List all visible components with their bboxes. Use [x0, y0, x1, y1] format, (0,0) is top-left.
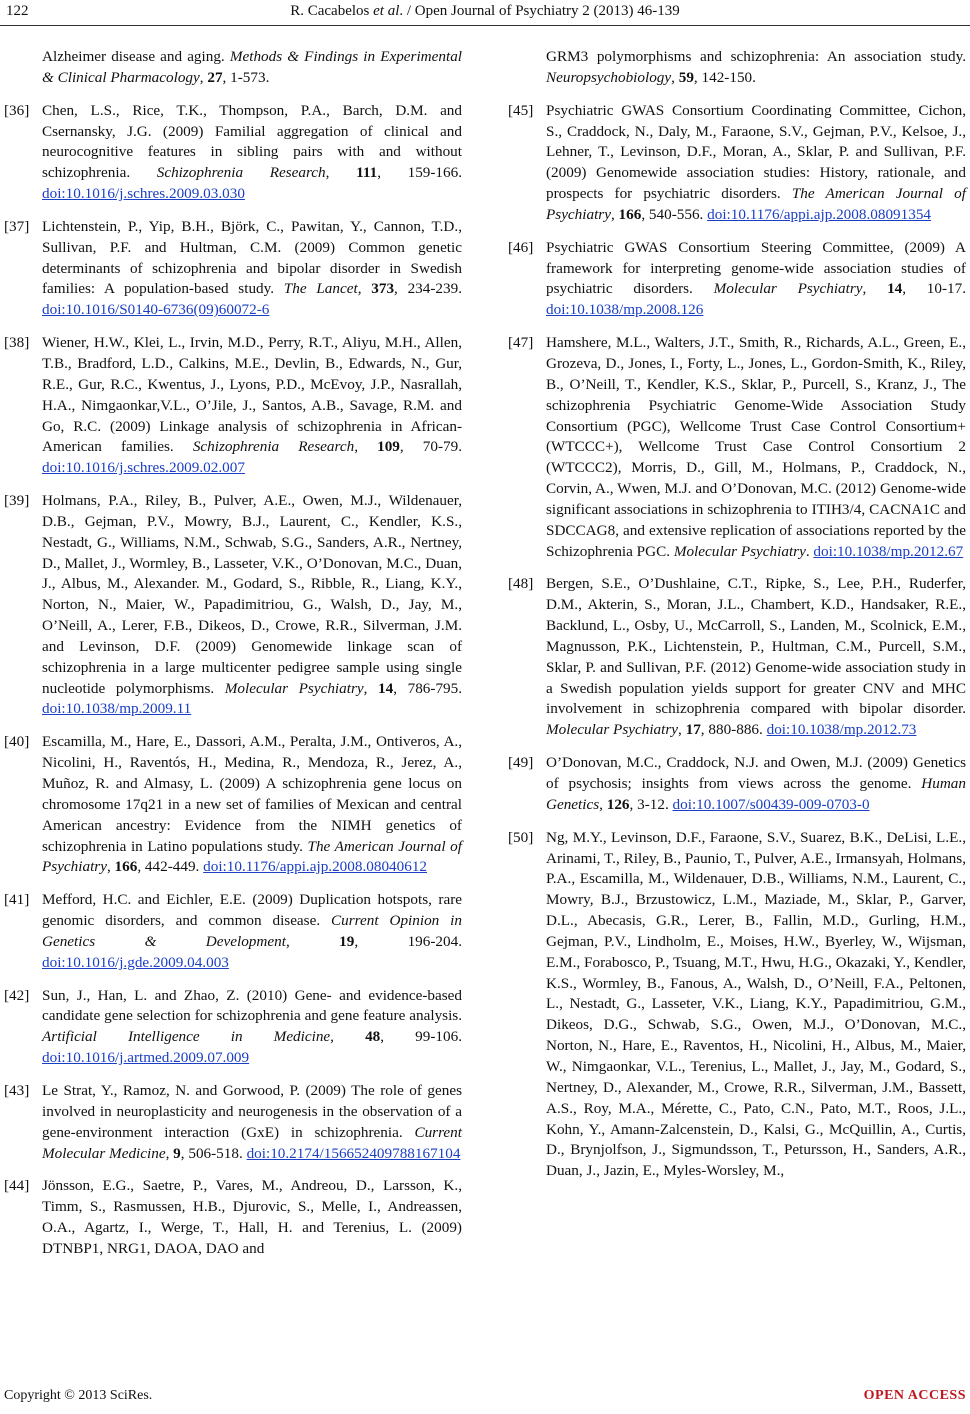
open-access-label: OPEN ACCESS [863, 1388, 966, 1403]
reference-number: [44] [4, 1177, 30, 1195]
reference-volume: 27 [207, 68, 223, 86]
page-footer [0, 1380, 970, 1414]
reference-pages: , 540-556. [641, 205, 708, 223]
reference-entry [4, 732, 462, 878]
reference-pages: , 10-17. [902, 280, 967, 298]
reference-journal: The American Journal of Psychiatry [546, 185, 966, 223]
reference-entry [4, 491, 462, 720]
reference-pages: , 234-239. [394, 280, 463, 298]
right-column [508, 47, 966, 1194]
reference-separator: , [354, 438, 378, 456]
reference-text: Mefford, H.C. and Eichler, E.E. (2009) Duplication hotspots, rare genomic disorders, and common disease. [42, 891, 462, 930]
reference-journal: Artificial Intelligence in Medicine [42, 1028, 331, 1046]
reference-journal: Schizophrenia Research [156, 164, 326, 182]
reference-doi-link[interactable]: doi:10.1038/mp.2009.11 [42, 700, 192, 718]
reference-doi-link[interactable]: doi:10.1038/mp.2008.126 [546, 301, 704, 319]
reference-separator: , [325, 164, 357, 182]
reference-doi-link[interactable]: doi:10.1016/S0140-6736(09)60072-6 [42, 301, 270, 319]
reference-entry [4, 217, 462, 321]
reference-journal: Molecular Psychiatry [673, 542, 806, 560]
reference-volume: 14 [378, 679, 394, 697]
reference-pages: , 99-106. [380, 1028, 462, 1046]
reference-text: GRM3 polymorphisms and schizophrenia: An association study. [546, 48, 966, 65]
reference-journal: Human Genetics [546, 775, 966, 813]
reference-separator: , [363, 679, 379, 697]
reference-volume: 9 [173, 1144, 181, 1162]
reference-entry [508, 47, 966, 89]
reference-doi-link[interactable]: doi:10.1176/appi.ajp.2008.08040612 [203, 858, 428, 876]
reference-pages: , 196-204. [354, 932, 463, 950]
reference-separator: , [199, 68, 208, 86]
running-head-journal: . / Open Journal of Psychiatry 2 (2013) 46-139 [399, 3, 680, 19]
reference-pages: , 442-449. [137, 858, 204, 876]
reference-text: Bergen, S.E., O’Dushlaine, C.T., Ripke, S., Lee, P.H., Ruderfer, D.M., Akterin, S., Moran, J.L., Chambert, K.D., Handsaker, R.E., Backlund, L., Osby, U., McCarroll, S., Landen, M., Scolnick, E.M., Magnusson, P.K., Lichtenstein, P., Hultman, C.M., Purcell, S.M., Sklar, P. and Sullivan, P.F. (2012) Genome-wide association study in a Swedish population yields support for greater CNV and MHC involvement in schizophrenia compared with bipolar disorder. [546, 575, 966, 718]
reference-doi-link[interactable]: doi:10.2174/156652409788167104 [246, 1144, 461, 1162]
reference-number: [38] [4, 334, 30, 352]
page-number: 122 [6, 3, 29, 19]
reference-entry [508, 753, 966, 816]
reference-number: [47] [508, 334, 534, 352]
reference-text: Jönsson, E.G., Saetre, P., Vares, M., Andreou, D., Larsson, K., Timm, S., Rasmussen, H.B., Djurovic, S., Melle, I., Andreassen, O.A., Agartz, I., Werge, T., Hall, H. and Terenius, L. (2009) DTNBP1, NRG1, DAOA, DAO and [42, 1177, 462, 1257]
running-header [0, 0, 970, 34]
reference-volume: 126 [606, 795, 630, 813]
reference-journal: Current Molecular Medicine [42, 1123, 462, 1162]
reference-volume: 48 [365, 1028, 381, 1046]
header-rule [0, 25, 970, 26]
reference-text: Chen, L.S., Rice, T.K., Thompson, P.A., Barch, D.M. and Csernansky, J.G. (2009) Familial aggregation of clinical and neurocognitive features in sibling pairs with and without schizophrenia. [42, 101, 462, 182]
reference-volume: 373 [371, 280, 395, 298]
reference-text: Lichtenstein, P., Yip, B.H., Björk, C., Pawitan, Y., Cannon, T.D., Sullivan, P.F. and Hultman, C.M. (2009) Common genetic determinants of schizophrenia and bipolar disorder in Swedish families: A population-based study. [42, 217, 462, 298]
reference-journal: Schizophrenia Research [192, 438, 355, 456]
reference-journal: The American Journal of Psychiatry [42, 837, 462, 876]
reference-text: Sun, J., Han, L. and Zhao, Z. (2010) Gene- and evidence-based candidate gene selection for schizophrenia and gene feature analysis. [42, 986, 462, 1025]
reference-separator: , [357, 280, 372, 298]
reference-number: [48] [508, 575, 534, 593]
reference-separator: , [106, 858, 115, 876]
reference-pages: , 70-79. [399, 438, 463, 456]
reference-entry [4, 333, 462, 479]
reference-volume: 14 [887, 280, 903, 298]
reference-pages: , 506-518. [180, 1144, 247, 1162]
reference-doi-link[interactable]: doi:10.1038/mp.2012.73 [766, 721, 917, 739]
reference-journal: Methods & Findings in Experimental & Clinical Pharmacology [42, 48, 463, 86]
reference-separator: , [165, 1144, 174, 1162]
reference-entry [508, 238, 966, 321]
reference-separator: , [671, 68, 679, 86]
reference-entry [508, 333, 966, 562]
reference-volume: 111 [356, 164, 378, 182]
reference-text: Ng, M.Y., Levinson, D.F., Faraone, S.V., Suarez, B.K., DeLisi, L.E., Arinami, T., Riley, B., Paunio, T., Pulver, A.E., Irmansyah, Holmans, P.A., Escamilla, M., Wildenauer, D.B., Williams, N.M., Laurent, C., Mowry, B.J., Brzustowicz, L.M., Maziade, M., Sklar, P., Garver, D.L., Abecasis, G.R., Lerer, B., Fallin, M.D., Gurling, H.M., Gejman, P.V., Lindholm, E., Moises, H.W., Byerley, W., Wijsman, E.M., Forabosco, P., Tsuang, M.T., Hwu, H.G., Okazaki, Y., Kendler, K.S., Wormley, B., Fanous, A., Walsh, D., O’Neill, F.A., Peltonen, L., Nestadt, G., Lasseter, V.K., Liang, K.Y., Papadimitriou, G.M., Dikeos, D.G., Schwab, S.G., Owen, M.J., O’Donovan, M.C., Norton, N., Hare, E., Raventos, H., Nicolini, H., Albus, M., Maier, W., Nimgaonkar, V.L., Terenius, L., Mallet, J., Jay, M., Godard, S., Nertney, D., Alexander, M., Crowe, R.R., Silverman, J.M., Bassett, A.S., Roy, M.A., Mérette, C., Pato, C.N., Pato, M.T., Roos, J.L., Kohn, Y., Amann-Zalcenstein, D., Kalsi, G., McQuillin, A., Curtis, D., Brynjolfson, J., Sigmundsson, T., Petursson, H., Sanders, A.R., Duan, J., Jazin, E., Myles-Worsley, M., [546, 828, 966, 1180]
reference-entry [4, 101, 462, 205]
reference-pages: , 3-12. [629, 795, 673, 813]
reference-pages: , 142-150. [693, 68, 756, 86]
reference-journal: Molecular Psychiatry [546, 721, 679, 739]
reference-journal: Molecular Psychiatry [224, 679, 364, 697]
reference-number: [50] [508, 828, 534, 846]
reference-number: [45] [508, 101, 534, 119]
reference-text: Escamilla, M., Hare, E., Dassori, A.M., Peralta, J.M., Ontiveros, A., Nicolini, H., Raventós, H., Medina, R., Mendoza, R., Jerez, A., Muñoz, R. and Almasy, L. (2009) A schizophrenia gene locus on chromosome 17q21 in a new set of families of Mexican and central American ancestry: Evidence from the NIMH genetics of schizophrenia in Latino populations study. [42, 733, 462, 855]
reference-separator: , [862, 280, 888, 298]
reference-volume: 19 [339, 932, 355, 950]
reference-journal: Molecular Psychiatry [713, 280, 863, 298]
reference-number: [36] [4, 101, 30, 119]
reference-volume: 109 [377, 438, 400, 456]
reference-number: [49] [508, 754, 534, 772]
reference-text: Holmans, P.A., Riley, B., Pulver, A.E., Owen, M.J., Wildenauer, D.B., Gejman, P.V., Mowry, B.J., Laurent, C., Kendler, K.S., Nestadt, G., Williams, N.M., Schwab, S.G., Sanders, A.R., Nertney, D., Mallet, J., Wormley, B., Lasseter, V.K., O’Donovan, M.C., Duan, J., Albus, M., Alexander. M., Godard, S., Ribble, R., Liang, K.Y., Norton, N., Maier, W., Papadimitriou, G., Walsh, D., Jay, M., O’Neill, A., Lerer, F.B., Dikeos, D., Crowe, R.R., Silverman, J.M. and Levinson, D.F. (2009) Genomewide linkage scan of schizophrenia in a large multicenter pedigree sample using single nucleotide polymorphisms. [42, 492, 462, 697]
reference-doi-link[interactable]: doi:10.1016/j.gde.2009.04.003 [42, 953, 229, 971]
reference-journal: The Lancet [283, 280, 358, 298]
running-head-title [0, 3, 970, 20]
reference-text: Alzheimer disease and aging. [42, 48, 230, 65]
reference-text: Le Strat, Y., Ramoz, N. and Gorwood, P. (2009) The role of genes involved in neuroplasticity and neurogenesis in the observation of a gene-environment interaction (GxE) in schizophrenia. [42, 1081, 462, 1141]
reference-number: [42] [4, 986, 30, 1004]
reference-entry [508, 828, 966, 1182]
reference-doi-link[interactable]: doi:10.1016/j.schres.2009.02.007 [42, 459, 245, 477]
reference-separator: . [805, 542, 814, 560]
reference-separator: , [330, 1028, 366, 1046]
copyright-notice: Copyright © 2013 SciRes. [4, 1388, 153, 1403]
reference-entry [508, 101, 966, 226]
reference-number: [39] [4, 492, 30, 510]
reference-entry [4, 986, 462, 1069]
reference-text: O’Donovan, M.C., Craddock, N.J. and Owen, M.J. (2009) Genetics of psychosis; insights from views across the genome. [546, 754, 966, 792]
reference-number: [37] [4, 217, 30, 235]
reference-journal: Neuropsychobiology [546, 68, 672, 86]
reference-number: [41] [4, 891, 30, 909]
reference-volume: 166 [114, 858, 138, 876]
reference-pages: , 1-573. [222, 68, 270, 86]
reference-doi-link[interactable]: doi:10.1176/appi.ajp.2008.08091354 [707, 205, 932, 223]
reference-entry [508, 574, 966, 741]
reference-entry [4, 1081, 462, 1164]
reference-separator: , [610, 205, 619, 223]
reference-text: Hamshere, M.L., Walters, J.T., Smith, R., Richards, A.L., Green, E., Grozeva, D., Jones, I., Forty, L., Jones, L., Gordon-Smith, K., Riley, B., O’Neill, T., Kendler, K.S., Sklar, P., Purcell, S., Kranz, J., The schizophrenia Psychiatric Genome-Wide Association Study Consortium (PGC), Wellcome Trust Case Control Consortium+ (WTCCC+), Wellcome Trust Case Control Consortium 2 (WTCCC2), Morris, D., Gill, M., Holmans, P., Craddock, N., Corvin, A., Wwen, M.J. and O’Donovan, M.C. (2012) Genome-wide significant associations in schizophrenia to ITIH3/4, CACNA1C and SDCCAG8, and extensive replication of associations reported by the Schizophrenia PGC. [546, 334, 966, 560]
reference-doi-link[interactable]: doi:10.1038/mp.2012.67 [813, 542, 964, 560]
running-head-authors: R. Cacabelos [290, 3, 370, 19]
reference-doi-link[interactable]: doi:10.1016/j.artmed.2009.07.009 [42, 1049, 250, 1067]
reference-doi-link[interactable]: doi:10.1007/s00439-009-0703-0 [672, 795, 870, 813]
reference-volume: 166 [618, 205, 642, 223]
left-column [4, 47, 462, 1272]
reference-journal: Current Opinion in Genetics & Development [42, 912, 462, 950]
reference-doi-link[interactable]: doi:10.1016/j.schres.2009.03.030 [42, 185, 245, 203]
reference-entry [4, 1176, 462, 1259]
reference-separator: , [285, 932, 340, 950]
reference-number: [46] [508, 238, 534, 256]
reference-volume: 17 [685, 721, 701, 739]
running-head-et-al: et al [373, 3, 400, 19]
reference-separator: , [678, 721, 686, 739]
reference-text: Wiener, H.W., Klei, L., Irvin, M.D., Perry, R.T., Aliyu, M.H., Allen, T.B., Bradford, L.D., Calkins, M.E., Devlin, B., Edwards, N., Gur, R.E., Gur, R.C., Kwentus, J., Lyons, P.D., McEvoy, J.P., Nasrallah, H.A., Nimgaonkar,V.L., O’Jile, J., Santos, A.B., Savage, R.M. and Go, R.C. (2009) Linkage analysis of schizophrenia in African-American families. [42, 334, 462, 456]
reference-entry [4, 890, 462, 973]
reference-text: Psychiatric GWAS Consortium Steering Committee, (2009) A framework for interpreting genome-wide association studies of psychiatric disorders. [546, 238, 966, 298]
reference-volume: 59 [678, 68, 694, 86]
reference-pages: , 159-166. [377, 164, 463, 182]
reference-entry [4, 47, 462, 89]
reference-number: [40] [4, 733, 30, 751]
reference-number: [43] [4, 1081, 30, 1099]
reference-separator: , [599, 795, 607, 813]
reference-pages: , 880-886. [700, 721, 767, 739]
reference-text: Psychiatric GWAS Consortium Coordinating Committee, Cichon, S., Craddock, N., Daly, M., Faraone, S.V., Gejman, P.V., Kelsoe, J., Lehner, T., Levinson, D.F., Moran, A., Sklar, P. and Sullivan, P.F. (2009) Genomewide association studies: History, rationale, and prospects for psychiatric disorders. [546, 101, 966, 203]
reference-pages: , 786-795. [393, 679, 463, 697]
